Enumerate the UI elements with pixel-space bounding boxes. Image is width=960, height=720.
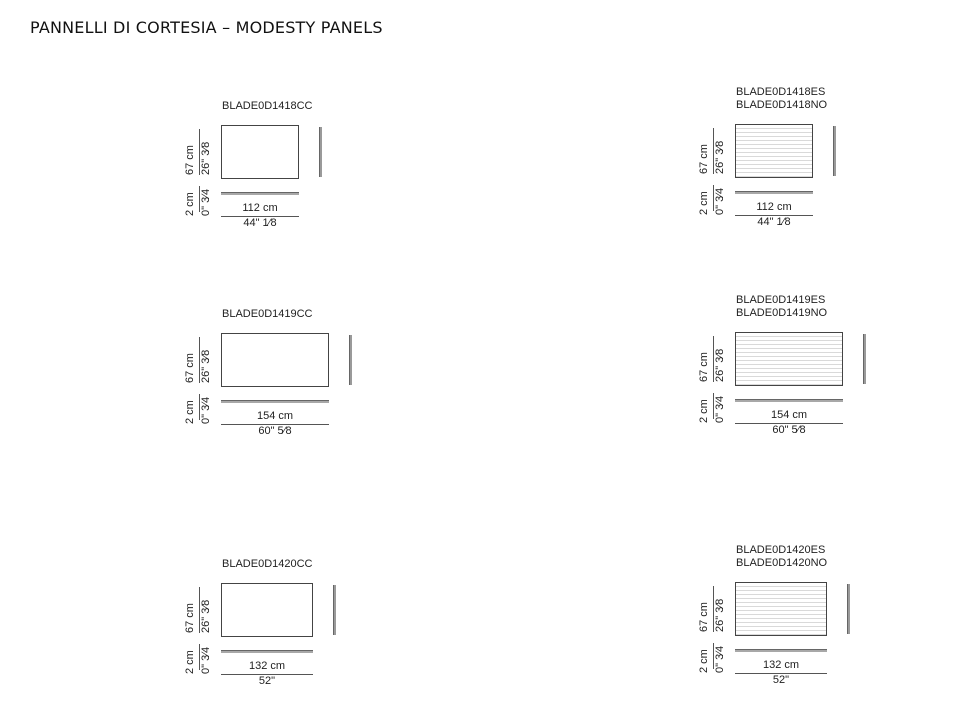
panel-top-view	[735, 649, 827, 652]
product-code	[736, 294, 827, 320]
width-inch-label: 52"	[258, 675, 276, 687]
width-cm-label: 154 cm	[256, 410, 294, 422]
product-code-line: BLADE0D1420CC	[222, 558, 313, 570]
panel-front-view	[735, 332, 843, 386]
thickness-cm-label: 2 cm	[184, 400, 196, 424]
thickness-cm-label: 2 cm	[698, 649, 710, 673]
panel-top-view	[735, 399, 843, 402]
width-inch-label: 44" 1⁄8	[243, 217, 277, 229]
panel-top-view	[221, 192, 299, 195]
product-code-line: BLADE0D1420ES	[736, 544, 826, 556]
width-cm-label: 154 cm	[770, 409, 808, 421]
thickness-cm-label: 2 cm	[698, 399, 710, 423]
product-code-line: BLADE0D1418NO	[736, 99, 828, 111]
modesty-panel	[162, 100, 442, 260]
thickness-inch-label: 0" 3⁄4	[200, 188, 212, 216]
product-code-line: BLADE0D1418ES	[736, 86, 826, 98]
modesty-panel	[162, 558, 442, 718]
panel-top-view	[221, 650, 313, 653]
panel-front-view	[221, 333, 329, 387]
width-cm-label: 112 cm	[756, 201, 792, 213]
product-code-line: BLADE0D1418CC	[222, 100, 313, 112]
product-code-line: BLADE0D1420NO	[736, 557, 828, 569]
thickness-inch-label: 0" 3⁄4	[200, 646, 212, 674]
height-cm-label: 67 cm	[698, 144, 710, 174]
product-code-line: BLADE0D1419NO	[736, 307, 828, 319]
product-code-line: BLADE0D1419ES	[736, 294, 826, 306]
height-inch-label: 26" 3⁄8	[200, 349, 212, 383]
height-cm-label: 67 cm	[184, 603, 196, 633]
modesty-panel	[676, 544, 956, 704]
thickness-inch-label: 0" 3⁄4	[714, 645, 726, 673]
height-cm-label: 67 cm	[184, 353, 196, 383]
width-cm-label: 132 cm	[762, 659, 800, 671]
height-cm-label: 67 cm	[184, 145, 196, 175]
panel-front-view	[735, 582, 827, 636]
panel-top-view	[735, 191, 813, 194]
height-inch-label: 26" 3⁄8	[714, 598, 726, 632]
width-inch-label: 52"	[772, 674, 790, 686]
thickness-inch-label: 0" 3⁄4	[714, 187, 726, 215]
width-cm-label: 132 cm	[248, 660, 286, 672]
panel-front-view	[735, 124, 813, 178]
panel-side-view	[833, 126, 836, 176]
modesty-panel	[676, 86, 956, 246]
height-cm-label: 67 cm	[698, 352, 710, 382]
height-inch-label: 26" 3⁄8	[200, 599, 212, 633]
thickness-cm-label: 2 cm	[184, 650, 196, 674]
panel-side-view	[319, 127, 322, 177]
thickness-cm-label: 2 cm	[184, 192, 196, 216]
panel-front-view	[221, 125, 299, 179]
modesty-panel	[162, 308, 442, 468]
width-inch-label: 60" 5⁄8	[772, 424, 806, 436]
width-inch-label: 60" 5⁄8	[258, 425, 292, 437]
height-cm-label: 67 cm	[698, 602, 710, 632]
product-code-line: BLADE0D1419CC	[222, 308, 313, 320]
modesty-panel	[676, 294, 956, 454]
width-inch-label: 44" 1⁄8	[757, 216, 791, 228]
product-code	[736, 544, 827, 570]
panel-side-view	[863, 334, 866, 384]
thickness-cm-label: 2 cm	[698, 191, 710, 215]
panel-front-view	[221, 583, 313, 637]
product-code	[222, 308, 313, 321]
product-code	[736, 86, 827, 112]
height-inch-label: 26" 3⁄8	[200, 141, 212, 175]
page-title: PANNELLI DI CORTESIA – MODESTY PANELS	[30, 18, 383, 37]
height-inch-label: 26" 3⁄8	[714, 348, 726, 382]
panel-side-view	[847, 584, 850, 634]
thickness-inch-label: 0" 3⁄4	[714, 395, 726, 423]
thickness-inch-label: 0" 3⁄4	[200, 396, 212, 424]
width-cm-label: 112 cm	[242, 202, 278, 214]
panel-side-view	[333, 585, 336, 635]
product-code	[222, 100, 313, 113]
height-inch-label: 26" 3⁄8	[714, 140, 726, 174]
product-code	[222, 558, 313, 571]
panel-top-view	[221, 400, 329, 403]
panel-side-view	[349, 335, 352, 385]
